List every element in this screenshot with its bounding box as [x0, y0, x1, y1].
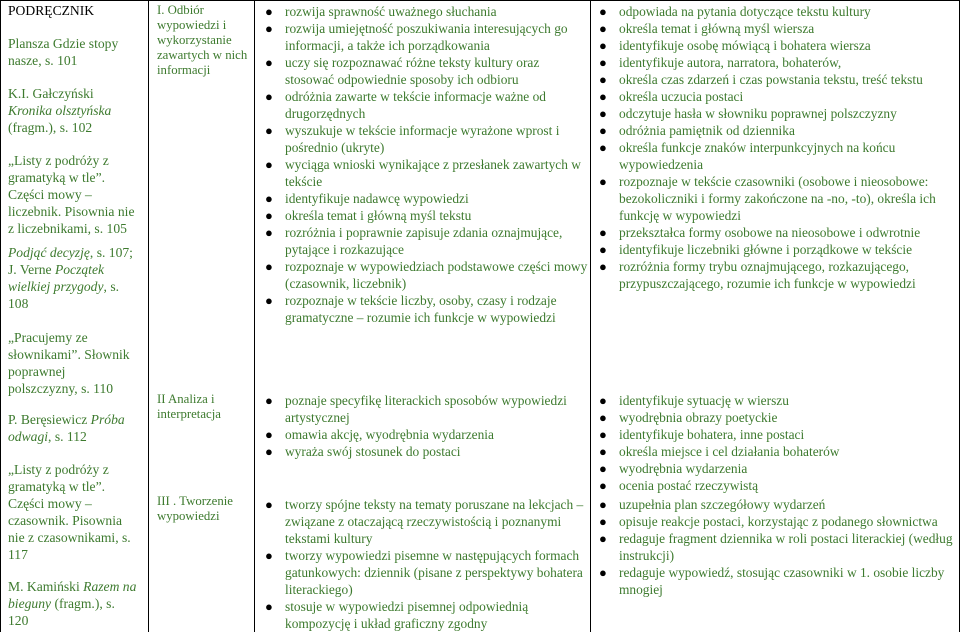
bullet-item [263, 207, 589, 224]
bullet-icon: ● [599, 225, 607, 240]
bullet-icon: ● [599, 72, 607, 87]
bullet-item [597, 37, 957, 54]
bullet-icon: ● [265, 157, 273, 172]
bullet-item [597, 460, 957, 477]
bullet-icon: ● [599, 21, 607, 36]
bullet-text: rozpoznaje w tekście liczby, osoby, czasy i rodzaje gramatyczne – rozumie ich funkcje w wypowiedzi [285, 293, 557, 325]
bullet-icon: ● [265, 259, 273, 274]
bullet-item [597, 105, 957, 122]
bullet-item [597, 530, 957, 564]
bullet-text: wyodrębnia obrazy poetyckie [619, 410, 778, 425]
bullet-item [263, 392, 589, 426]
column-divider-3 [590, 0, 591, 632]
bullet-icon: ● [599, 531, 607, 546]
bullet-text: tworzy wypowiedzi pisemne w następujących formach gatunkowych: dziennik (pisane z perspektywy bohatera literackiego) [285, 548, 583, 597]
bullet-text: określa temat i główną myśl wiersza [619, 21, 815, 36]
bullet-item [597, 173, 957, 224]
bullet-item [597, 241, 957, 258]
table-border-left [0, 0, 1, 632]
bullet-item [263, 20, 589, 54]
bullet-text: uczy się rozpoznawać różne teksty kultury oraz stosować odpowiednie sposoby ich odbioru [285, 55, 540, 87]
bullet-item [263, 598, 589, 632]
textbook-entry: Podjąć decyzję, s. 107; J. Verne Początek wielkiej przygody, s. 108 [8, 245, 133, 311]
textbook-entry: P. Beręsiewicz Próba odwagi, s. 112 [8, 412, 125, 444]
bullet-icon: ● [599, 89, 607, 104]
bullet-item [263, 122, 589, 156]
bullet-item [263, 443, 589, 460]
bullet-item [263, 190, 589, 207]
bullet-icon: ● [599, 55, 607, 70]
entry-title: K.I. Gałczyński [8, 86, 94, 101]
bullet-icon: ● [265, 208, 273, 223]
bullet-icon: ● [599, 259, 607, 274]
bullet-text: opisuje reakcje postaci, korzystając z podanego słownictwa [619, 514, 938, 529]
bullet-item [263, 156, 589, 190]
bullet-icon: ● [599, 123, 607, 138]
bullet-text: odróżnia pamiętnik od dziennika [619, 123, 795, 138]
bullet-item [597, 71, 957, 88]
outcomes-list-reception [597, 3, 957, 292]
column-divider-2 [254, 0, 255, 632]
bullet-icon: ● [599, 478, 607, 493]
bullet-item [263, 426, 589, 443]
bullet-text: identyfikuje nadawcę wypowiedzi [285, 191, 469, 206]
bullet-icon: ● [599, 174, 607, 189]
bullet-text: rozwija umiejętność poszukiwania interesujących go informacji, a także ich porządkowania [285, 21, 568, 53]
bullet-text: wyodrębnia wydarzenia [619, 461, 748, 476]
textbook-entry [8, 35, 118, 69]
requirements-list-analysis [263, 392, 589, 460]
bullet-icon: ● [599, 410, 607, 425]
bullet-text: rozpoznaje w tekście czasowniki (osobowe i nieosobowe: bezokoliczniki i formy zakończone na -no, -to), określa ich funkcję w wypowiedzi [619, 174, 936, 223]
bullet-text: odpowiada na pytania dotyczące tekstu kultury [619, 4, 871, 19]
bullet-item [263, 258, 589, 292]
bullet-icon: ● [599, 514, 607, 529]
bullet-icon: ● [599, 444, 607, 459]
bullet-text: przekształca formy osobowe na nieosobowe i odwrotnie [619, 225, 921, 240]
bullet-text: tworzy spójne teksty na tematy poruszane na lekcjach – związane z otaczającą rzeczywistością i poznanymi tekstami kultury [285, 497, 584, 546]
requirements-list-reception [263, 3, 589, 326]
bullet-text: określa miejsce i cel działania bohaterów [619, 444, 840, 459]
textbook-entry: „Pracujemy ze słownikami”. Słownik poprawnej polszczyzny, s. 110 [8, 330, 130, 396]
bullet-text: wyraża swój stosunek do postaci [285, 444, 461, 459]
bullet-text: identyfikuje liczebniki główne i porządkowe w tekście [619, 242, 913, 257]
section-label-analysis: II Analiza i interpretacja [157, 392, 221, 421]
textbook-entry [8, 85, 111, 136]
textbook-heading: PODRĘCZNIK [8, 3, 95, 18]
section-label-reception: I. Odbiór wypowiedzi i wykorzystanie zawartych w nich informacji [157, 3, 248, 77]
bullet-icon: ● [599, 242, 607, 257]
bullet-icon: ● [265, 497, 273, 512]
bullet-text: redaguje fragment dziennika w roli postaci literackiej (według instrukcji) [619, 531, 953, 563]
bullet-item [597, 392, 957, 409]
bullet-item [597, 88, 957, 105]
bullet-item [263, 88, 589, 122]
bullet-item [597, 139, 957, 173]
bullet-icon: ● [265, 21, 273, 36]
bullet-text: wyszukuje w tekście informacje wyrażone wprost i pośrednio (ukryte) [285, 123, 560, 155]
bullet-icon: ● [265, 427, 273, 442]
bullet-item [597, 496, 957, 513]
bullet-icon: ● [599, 393, 607, 408]
entry-sub: (fragm.), s. 102 [8, 120, 93, 135]
bullet-icon: ● [265, 225, 273, 240]
bullet-text: rozwija sprawność uważnego słuchania [285, 4, 497, 19]
bullet-text: określa funkcje znaków interpunkcyjnych na końcu wypowiedzenia [619, 140, 896, 172]
bullet-icon: ● [265, 123, 273, 138]
bullet-item [597, 224, 957, 241]
bullet-item [597, 513, 957, 530]
bullet-item [263, 292, 589, 326]
bullet-item [263, 3, 589, 20]
bullet-icon: ● [265, 55, 273, 70]
entry-title: Plansza Gdzie stopy [8, 36, 119, 51]
table-border-top [0, 0, 960, 1]
bullet-text: omawia akcję, wyodrębnia wydarzenia [285, 427, 494, 442]
column-divider-1 [148, 0, 149, 632]
bullet-text: odczytuje hasła w słowniku poprawnej polszczyzny [619, 106, 897, 121]
bullet-icon: ● [265, 191, 273, 206]
bullet-text: określa czas zdarzeń i czas powstania tekstu, treść tekstu [619, 72, 923, 87]
bullet-icon: ● [265, 293, 273, 308]
bullet-item [597, 122, 957, 139]
bullet-icon: ● [599, 565, 607, 580]
bullet-text: rozróżnia formy trybu oznajmującego, rozkazującego, przypuszczającego, rozumie ich funkcje w wypowiedzi [619, 259, 916, 291]
bullet-item [597, 564, 957, 598]
bullet-text: określa uczucia postaci [619, 89, 744, 104]
textbook-entry: „Listy z podróży z gramatyką w tle”. Części mowy – czasownik. Pisownia nie z czasownikami, s. 117 [8, 462, 131, 562]
bullet-item [263, 54, 589, 88]
bullet-icon: ● [265, 444, 273, 459]
entry-sub: Kronika olsztyńska [8, 103, 112, 118]
bullet-item [597, 20, 957, 37]
bullet-icon: ● [599, 461, 607, 476]
bullet-text: identyfikuje bohatera, inne postaci [619, 427, 805, 442]
bullet-icon: ● [265, 599, 273, 614]
section-label-creation: III . Tworzenie wypowiedzi [157, 494, 233, 523]
bullet-icon: ● [599, 140, 607, 155]
bullet-text: wyciąga wnioski wynikające z przesłanek zawartych w tekście [285, 157, 581, 189]
bullet-icon: ● [265, 393, 273, 408]
requirements-list-creation [263, 496, 589, 632]
bullet-item [597, 409, 957, 426]
bullet-item [263, 547, 589, 598]
bullet-icon: ● [599, 427, 607, 442]
bullet-text: identyfikuje osobę mówiącą i bohatera wiersza [619, 38, 871, 53]
bullet-item [597, 258, 957, 292]
bullet-text: identyfikuje sytuację w wierszu [619, 393, 789, 408]
bullet-text: identyfikuje autora, narratora, bohaterów, [619, 55, 842, 70]
bullet-text: uzupełnia plan szczegółowy wydarzeń [619, 497, 826, 512]
bullet-item [597, 54, 957, 71]
bullet-icon: ● [599, 106, 607, 121]
bullet-text: odróżnia zawarte w tekście informacje ważne od drugorzędnych [285, 89, 546, 121]
bullet-item [263, 224, 589, 258]
entry-sub: nasze, s. 101 [8, 53, 78, 68]
bullet-text: stosuje w wypowiedzi pisemnej odpowiednią kompozycję i układ graficzny zgodny [285, 599, 529, 631]
outcomes-list-creation [597, 496, 957, 598]
bullet-icon: ● [599, 4, 607, 19]
textbook-entry: M. Kamiński Razem na bieguny (fragm.), s. 120 [8, 579, 137, 628]
bullet-text: poznaje specyfikę literackich sposobów wypowiedzi artystycznej [285, 393, 567, 425]
bullet-icon: ● [265, 4, 273, 19]
textbook-entry: „Listy z podróży z gramatyką w tle”. Części mowy – liczebnik. Pisownia nie z liczebnikami, s. 105 [8, 153, 135, 236]
bullet-text: redaguje wypowiedź, stosując czasowniki w 1. osobie liczby mnogiej [619, 565, 945, 597]
bullet-text: rozpoznaje w wypowiedziach podstawowe części mowy (czasownik, liczebnik) [285, 259, 588, 291]
outcomes-list-analysis [597, 392, 957, 494]
bullet-icon: ● [599, 38, 607, 53]
bullet-icon: ● [265, 548, 273, 563]
bullet-item [597, 443, 957, 460]
bullet-text: rozróżnia i poprawnie zapisuje zdania oznajmujące, pytające i rozkazujące [285, 225, 563, 257]
bullet-item [597, 477, 957, 494]
bullet-text: określa temat i główną myśl tekstu [285, 208, 472, 223]
bullet-item [263, 496, 589, 547]
bullet-text: ocenia postać rzeczywistą [619, 478, 759, 493]
bullet-item [597, 3, 957, 20]
bullet-item [597, 426, 957, 443]
bullet-icon: ● [265, 89, 273, 104]
bullet-icon: ● [599, 497, 607, 512]
